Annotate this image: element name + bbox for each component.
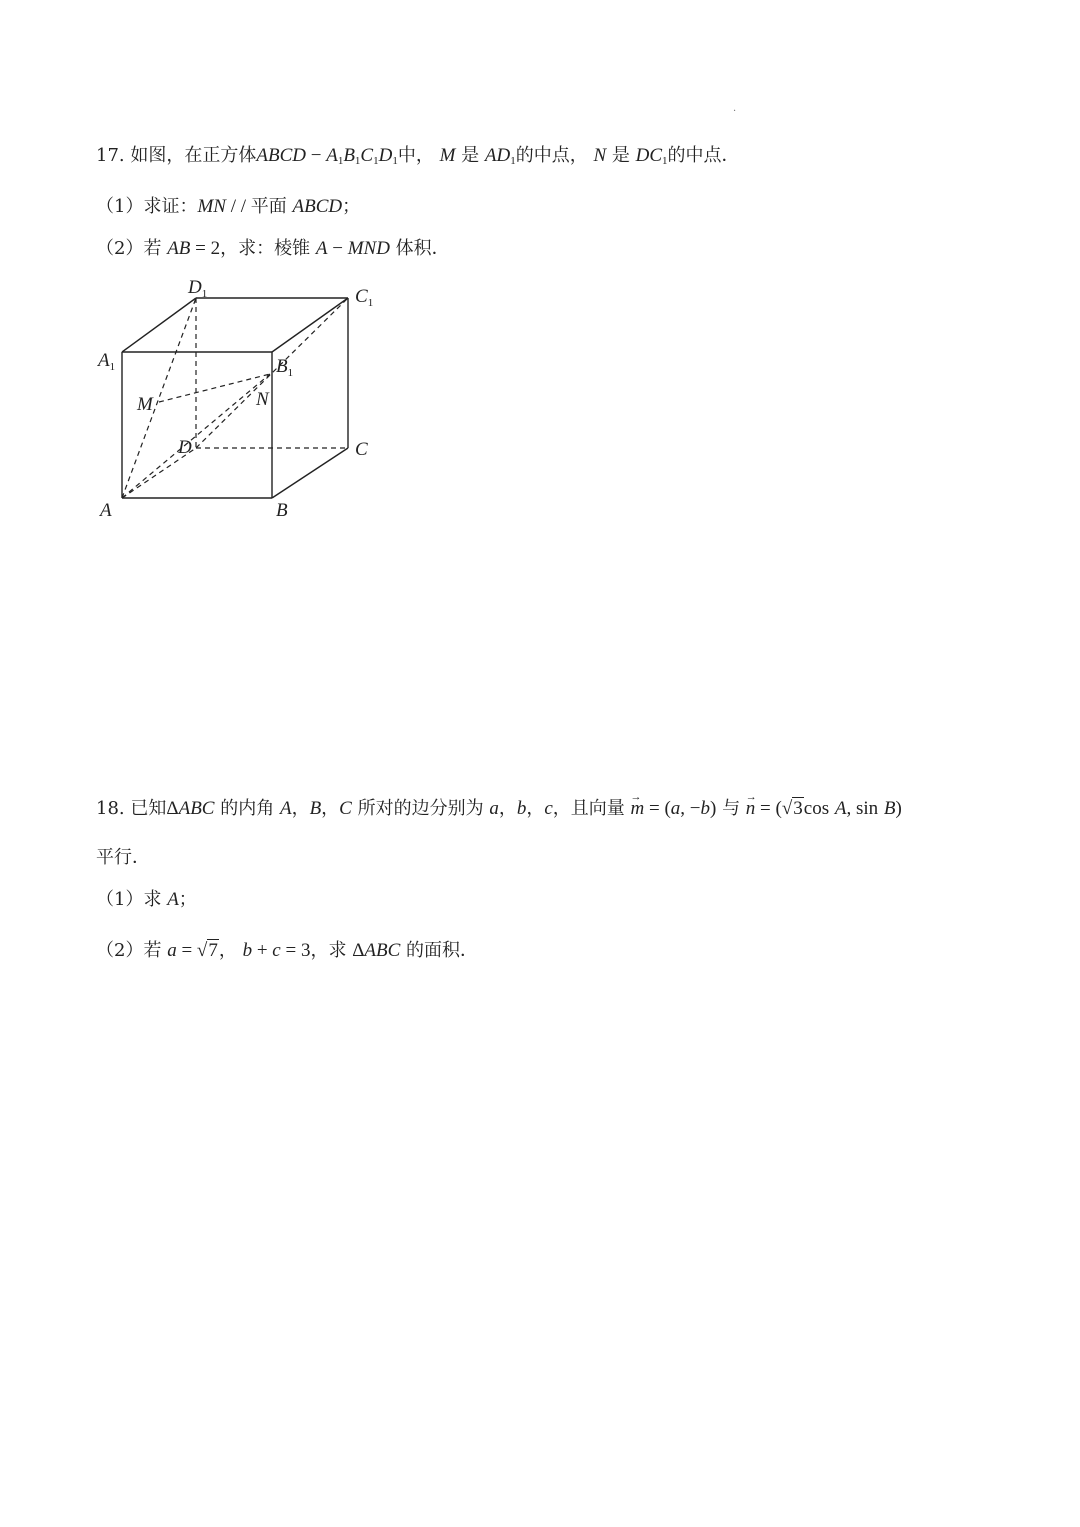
q17-text: 如图，在正方体: [130, 145, 257, 166]
angle-A: A: [279, 798, 292, 819]
angle-C: C: [339, 798, 352, 819]
label-N: N: [256, 389, 269, 410]
minus: −: [327, 238, 348, 259]
D1-label: $D_1$: [378, 145, 398, 167]
side-b: b: [700, 798, 710, 819]
angle-A: A: [167, 889, 179, 910]
label-B1: $B_1$: [276, 356, 294, 379]
q17-text: 中，: [397, 145, 434, 166]
q18-text: 平行．: [96, 847, 150, 868]
part-label: （1）求证：: [96, 196, 198, 217]
angle-A: A: [834, 798, 847, 819]
q17-text: ，求：棱锥: [220, 238, 311, 259]
q17-text: 体积．: [395, 238, 450, 259]
comma: ，: [498, 798, 517, 819]
q17-text: ；: [342, 196, 361, 217]
q17-text: 是: [461, 145, 480, 166]
label-A: A: [100, 500, 112, 521]
sqrt-7: 7: [208, 940, 218, 961]
delta-symbol: Δ: [352, 940, 365, 961]
q17-text: 的中点．: [667, 145, 740, 166]
segment-AB: AB: [167, 238, 191, 259]
B1-label: $B_1$: [343, 145, 361, 167]
comma: ，: [526, 798, 545, 819]
sin: , sin: [846, 798, 879, 819]
side-c: c: [544, 798, 553, 819]
vector-n: → n: [746, 796, 756, 822]
edge-A1D1: [122, 298, 196, 352]
q17-text: 平面: [250, 196, 287, 217]
parallel-sign: / /: [225, 196, 251, 217]
q18-text: 所对的边分别为: [357, 798, 484, 819]
cos: cos: [803, 798, 830, 819]
paren: (: [775, 798, 782, 819]
equals: =: [755, 798, 776, 819]
cube-figure: [0, 0, 1080, 560]
vector-m: → m: [631, 796, 645, 822]
plus: +: [252, 940, 273, 961]
part-label: （1）求: [96, 889, 162, 910]
q18-text: ；: [178, 889, 197, 910]
sqrt-sign: √: [781, 798, 793, 819]
segment-AD1-line: [122, 298, 196, 498]
label-M: M: [137, 394, 153, 415]
sqrt-3: 3: [793, 798, 803, 819]
A1-label: $A_1$: [326, 145, 344, 167]
segment-AD1: $AD_1$: [484, 145, 516, 167]
q18-number: 18.: [96, 798, 125, 819]
q18-text: 已知: [130, 798, 167, 819]
side-a: a: [489, 798, 499, 819]
point-M: M: [439, 145, 456, 166]
q18-text: 的内角: [220, 798, 275, 819]
paren: ): [710, 798, 717, 819]
triangle-MND: MND: [347, 238, 390, 259]
point-N: N: [593, 145, 607, 166]
comma: ，: [291, 798, 310, 819]
q18-stem-cont: [96, 845, 150, 871]
side-c: c: [272, 940, 281, 961]
q18-text: 的面积．: [406, 940, 479, 961]
q17-text: 的中点，: [515, 145, 588, 166]
label-D1: $D_1$: [188, 277, 208, 300]
edge-B1C1: [272, 298, 348, 352]
paren: ): [895, 798, 902, 819]
label-A1: $A_1$: [98, 350, 116, 373]
cube-name: ABCD: [256, 145, 306, 166]
q18-text: 与: [722, 798, 741, 819]
part-label: （2）若: [96, 238, 162, 259]
q18-text: ，且向量: [552, 798, 625, 819]
q18-text: ，求: [310, 940, 347, 961]
plane-ABCD: ABCD: [292, 196, 343, 217]
C1-label: $C_1$: [360, 145, 379, 167]
side-b: b: [242, 940, 253, 961]
equals: =: [644, 798, 665, 819]
q17-number: 17.: [96, 145, 125, 166]
triangle-ABC: ABC: [178, 798, 215, 819]
q18-part1: [96, 887, 197, 913]
equation: = 3: [280, 940, 311, 961]
segment-MN: MN: [197, 196, 226, 217]
label-C: C: [355, 439, 368, 460]
segment-DC1: $DC_1$: [635, 145, 668, 167]
q17-text: 是: [611, 145, 630, 166]
delta-symbol: Δ: [166, 798, 179, 819]
edge-BC: [272, 448, 348, 498]
label-C1: $C_1$: [355, 286, 374, 309]
comma-minus: , −: [680, 798, 701, 819]
page-mark: ·: [733, 106, 737, 117]
sqrt-sign: √: [196, 940, 208, 961]
paren: (: [664, 798, 671, 819]
angle-B: B: [883, 798, 896, 819]
q18-stem: [96, 796, 902, 822]
side-a: a: [167, 940, 177, 961]
point-A: A: [315, 238, 328, 259]
minus: −: [305, 145, 327, 166]
side-b: b: [516, 798, 527, 819]
equals: =: [176, 940, 197, 961]
side-a: a: [670, 798, 681, 819]
comma: ，: [321, 798, 340, 819]
q18-part2: [96, 938, 478, 964]
triangle-ABC: ABC: [364, 940, 401, 961]
comma: ，: [218, 940, 237, 961]
angle-B: B: [309, 798, 322, 819]
label-D: D: [178, 437, 192, 458]
label-B: B: [276, 500, 288, 521]
part-label: （2）若: [96, 940, 162, 961]
equation: = 2: [190, 238, 221, 259]
